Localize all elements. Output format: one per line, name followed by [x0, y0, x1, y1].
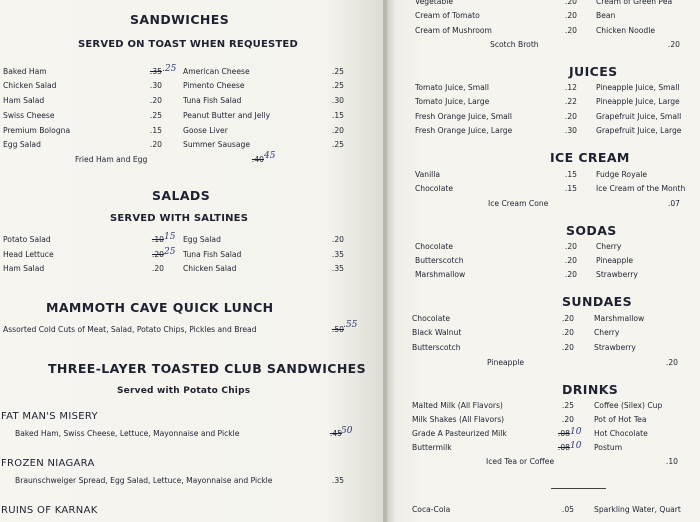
menu-item-name: Pot of Hot Tea — [594, 415, 647, 424]
menu-item-price: .40 — [251, 155, 264, 164]
book-spine — [383, 0, 387, 522]
menu-item-name: Hot Chocolate — [594, 429, 648, 438]
menu-item-price: .20 — [564, 11, 577, 20]
menu-item-name: Egg Salad — [3, 140, 41, 149]
menu-item-price: .20 — [151, 264, 164, 273]
menu-item-name: Chicken Salad — [3, 81, 57, 90]
menu-item-name: Sparkling Water, Quart — [594, 505, 681, 514]
menu-item-price: .07 — [667, 199, 680, 208]
menu-item-price: .35 — [331, 476, 344, 485]
section-title-juices: JUICES — [569, 64, 618, 79]
menu-item-name: Grapefruit Juice, Small — [596, 112, 682, 121]
handwritten-price-note: .25 — [162, 64, 177, 74]
menu-item-name: Coffee (Silex) Cup — [594, 401, 663, 410]
handwritten-price-note: .55 — [343, 320, 358, 330]
handwritten-price-note: 10 — [570, 427, 582, 437]
menu-item-name: Potato Salad — [3, 235, 51, 244]
menu-item-price: .20 — [564, 256, 577, 265]
menu-item-price: .20 — [564, 0, 577, 6]
section-title-sandwiches: SANDWICHES — [130, 12, 230, 27]
menu-item-name: Vanilla — [415, 170, 441, 179]
menu-item-name: Chicken Salad — [183, 264, 237, 273]
menu-item-name: Tuna Fish Salad — [183, 250, 242, 259]
menu-item-name: Fresh Orange Juice, Large — [415, 126, 513, 135]
section-title-ice-cream: ICE CREAM — [550, 150, 630, 165]
menu-item-name: Tomato Juice, Large — [415, 97, 490, 106]
menu-item-price: .30 — [331, 96, 344, 105]
section-title-sodas: SODAS — [566, 223, 617, 238]
menu-item-name: Bean — [596, 11, 616, 20]
menu-item-price: .20 — [149, 140, 162, 149]
menu-item-name: Coca-Cola — [412, 505, 451, 514]
menu-item-name: Fresh Orange Juice, Small — [415, 112, 513, 121]
menu-item-name: Egg Salad — [183, 235, 221, 244]
menu-item-name: Vegetable — [415, 0, 454, 6]
menu-item-price: .50 — [331, 325, 344, 334]
menu-item-description: Baked Ham, Swiss Cheese, Lettuce, Mayonnaise and Pickle — [15, 429, 240, 438]
menu-item-name: Peanut Butter and Jelly — [183, 111, 271, 120]
menu-item-name: Cream of Tomato — [415, 11, 480, 20]
menu-item-name: Swiss Cheese — [3, 111, 55, 120]
menu-item-name: Fried Ham and Egg — [75, 155, 148, 164]
menu-item-name: Chicken Noodle — [596, 26, 655, 35]
menu-item-name: Strawberry — [594, 343, 636, 352]
menu-item-price: .30 — [149, 81, 162, 90]
menu-item-name: Malted Milk (All Flavors) — [412, 401, 503, 410]
menu-item-price: .20 — [331, 235, 344, 244]
menu-item-name: Cream of Green Pea — [596, 0, 673, 6]
menu-item-name: Chocolate — [415, 184, 453, 193]
menu-item-price: .35 — [331, 250, 344, 259]
section-subtitle-salads: SERVED WITH SALTINES — [110, 213, 249, 224]
menu-item-description: Braunschweiger Spread, Egg Salad, Lettuce, Mayonnaise and Pickle — [15, 476, 273, 485]
menu-item-name: Scotch Broth — [490, 40, 539, 49]
menu-item-price: .25 — [331, 81, 344, 90]
menu-item-price: .25 — [149, 111, 162, 120]
club-sandwich-name: RUINS OF KARNAK — [1, 505, 98, 516]
menu-item-price: .15 — [149, 126, 162, 135]
menu-item-name: Tuna Fish Salad — [183, 96, 242, 105]
handwritten-price-note: 45 — [264, 151, 276, 161]
menu-item-name: Pineapple — [487, 358, 525, 367]
menu-item-name: American Cheese — [183, 67, 250, 76]
menu-item-name: Ice Cream Cone — [488, 199, 549, 208]
section-title-sundaes: SUNDAES — [562, 294, 633, 309]
menu-item-price: .05 — [561, 505, 574, 514]
menu-item-price: .20 — [667, 40, 680, 49]
menu-item-name: Pineapple Juice, Large — [596, 97, 680, 106]
menu-item-price: .20 — [561, 328, 574, 337]
menu-item-name: Pimento Cheese — [183, 81, 245, 90]
menu-item-price: .25 — [331, 67, 344, 76]
menu-item-name: Buttermilk — [412, 443, 452, 452]
menu-item-name: Ham Salad — [3, 96, 45, 105]
menu-item-price: .20 — [564, 26, 577, 35]
handwritten-price-note: 25 — [164, 247, 176, 257]
menu-item-name: Fudge Royale — [596, 170, 648, 179]
menu-item-price: .25 — [561, 401, 574, 410]
menu-item-price: .20 — [665, 358, 678, 367]
menu-item-name: Butterscotch — [412, 343, 461, 352]
menu-item-price: .15 — [331, 111, 344, 120]
menu-item-price: .15 — [564, 184, 577, 193]
menu-item-name: Goose Liver — [183, 126, 228, 135]
menu-item-name: Butterscotch — [415, 256, 464, 265]
handwritten-price-note: 50 — [341, 426, 353, 436]
section-title-club-sandwiches: THREE-LAYER TOASTED CLUB SANDWICHES — [48, 361, 367, 376]
menu-item-price: .35 — [331, 264, 344, 273]
menu-item-price: .20 — [149, 96, 162, 105]
menu-item-name: Postum — [594, 443, 623, 452]
menu-item-price: .22 — [564, 97, 577, 106]
section-title-drinks: DRINKS — [562, 382, 619, 397]
handwritten-price-note: 15 — [164, 232, 176, 242]
menu-item-name: Head Lettuce — [3, 250, 54, 259]
right-menu-page — [386, 0, 700, 522]
menu-item-name: Grade A Pasteurized Milk — [412, 429, 507, 438]
club-sandwich-name: FAT MAN'S MISERY — [1, 411, 98, 422]
menu-item-price: .20 — [331, 126, 344, 135]
section-subtitle-club: Served with Potato Chips — [117, 386, 251, 396]
menu-item-name: Grapefruit Juice, Large — [596, 126, 682, 135]
menu-item-name: Chocolate — [412, 314, 450, 323]
menu-item-price: .20 — [561, 415, 574, 424]
menu-item-price: .08 — [557, 429, 570, 438]
menu-item-price: .08 — [557, 443, 570, 452]
menu-item-price: .20 — [561, 343, 574, 352]
section-title-salads: SALADS — [152, 188, 211, 203]
menu-item-name: Chocolate — [415, 242, 453, 251]
club-sandwich-name: FROZEN NIAGARA — [1, 458, 95, 469]
menu-item-name: Ham Salad — [3, 264, 45, 273]
menu-item-name: Summer Sausage — [183, 140, 251, 149]
menu-item-name: Tomato Juice, Small — [415, 83, 490, 92]
menu-item-description: Assorted Cold Cuts of Meat, Salad, Potato Chips, Pickles and Bread — [3, 325, 257, 334]
menu-item-price: .12 — [564, 83, 577, 92]
section-subtitle-sandwiches: SERVED ON TOAST WHEN REQUESTED — [78, 39, 298, 50]
section-divider — [551, 488, 606, 489]
menu-item-price: .45 — [329, 429, 342, 438]
menu-item-price: .25 — [331, 140, 344, 149]
menu-item-name: Cream of Mushroom — [415, 26, 492, 35]
menu-item-name: Pineapple Juice, Small — [596, 83, 680, 92]
menu-item-name: Marshmallow — [594, 314, 645, 323]
section-title-mammoth-cave: MAMMOTH CAVE QUICK LUNCH — [46, 300, 274, 315]
menu-item-name: Milk Shakes (All Flavors) — [412, 415, 505, 424]
handwritten-price-note: 10 — [570, 441, 582, 451]
menu-item-name: Cherry — [596, 242, 622, 251]
menu-item-name: Cherry — [594, 328, 620, 337]
menu-item-name: Pineapple — [596, 256, 634, 265]
menu-item-price: .35 — [149, 67, 162, 76]
menu-item-price: .20 — [564, 112, 577, 121]
menu-item-price: .20 — [564, 270, 577, 279]
menu-item-name: Strawberry — [596, 270, 638, 279]
menu-item-name: Marshmallow — [415, 270, 466, 279]
menu-item-price: .15 — [564, 170, 577, 179]
menu-item-price: .20 — [151, 250, 164, 259]
menu-item-name: Baked Ham — [3, 67, 47, 76]
menu-item-name: Iced Tea or Coffee — [486, 457, 555, 466]
menu-item-name: Black Walnut — [412, 328, 462, 337]
menu-item-price: .10 — [665, 457, 678, 466]
menu-item-name: Ice Cream of the Month — [596, 184, 686, 193]
menu-item-price: .30 — [564, 126, 577, 135]
menu-item-name: Premium Bologna — [3, 126, 71, 135]
menu-item-price: .20 — [561, 314, 574, 323]
menu-item-price: .20 — [564, 242, 577, 251]
menu-item-price: .10 — [151, 235, 164, 244]
